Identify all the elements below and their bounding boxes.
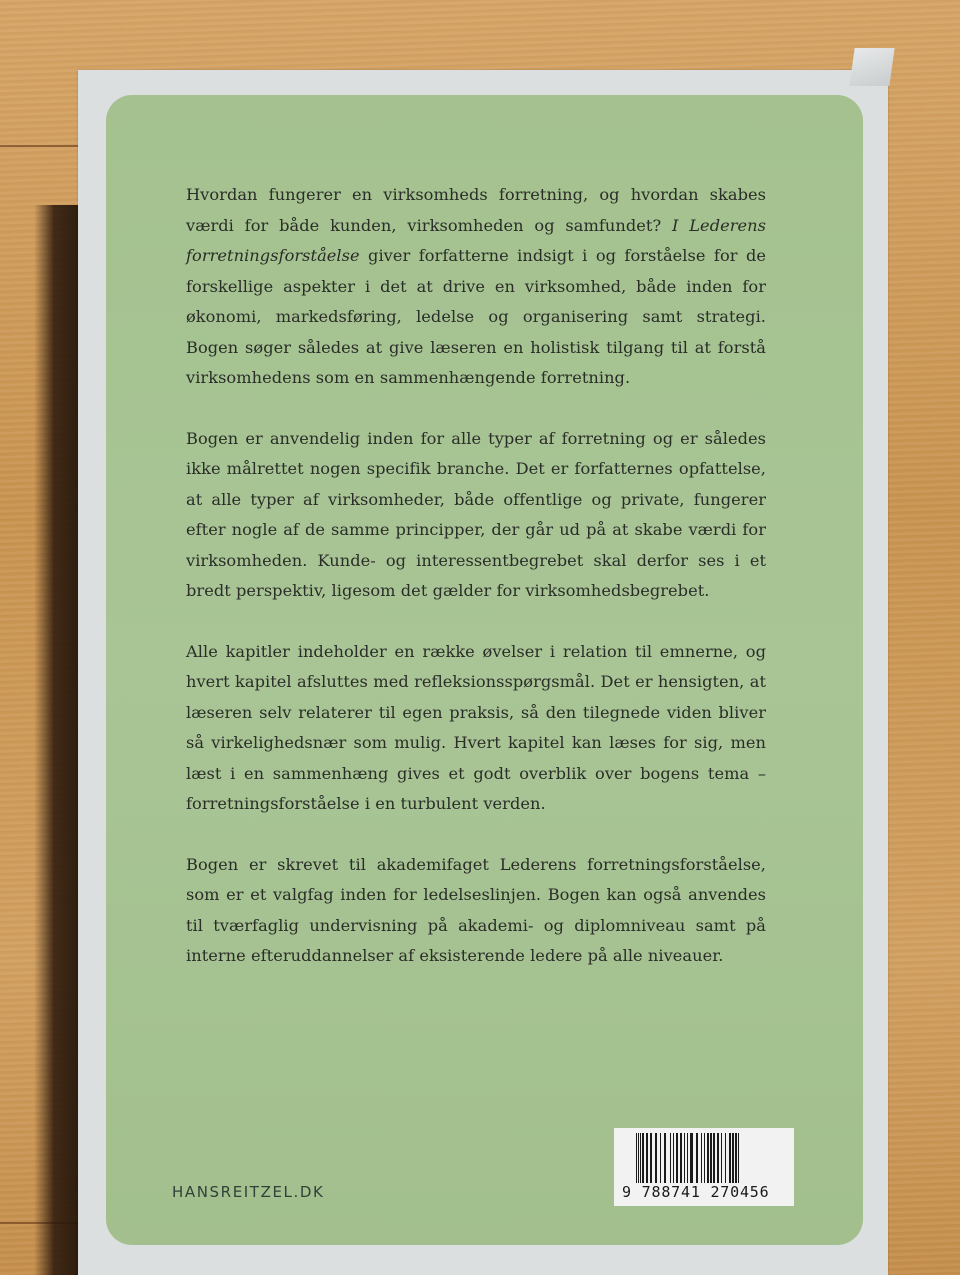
isbn-digits: 9 788741 270456: [622, 1183, 770, 1201]
book-shadow: [34, 205, 84, 1275]
barcode-icon: [636, 1133, 786, 1189]
paragraph-1-text-b: giver forfatterne indsigt i og forståelse for de forskellige aspekter i det at drive en virksomhed, både inden for økonomi, markedsføring, ledelse og organisering samt strategi. Bogen søger således at give læseren en holistisk tilgang til at forstå virksomhedens som en sammenhængende forretning.: [186, 246, 766, 387]
book-back-cover: [78, 70, 888, 1275]
paragraph-2: Bogen er anvendelig inden for alle typer af forretning og er således ikke målrettet nogen specifik branche. Det er forfatternes opfattelse, at alle typer af virksomheder, både offentlige og private, fungerer efter nogle af de samme principper, der går ud på at skabe værdi for virksomheden. Kunde- og interessentbegrebet skal derfor ses i et bredt perspektiv, ligesom det gælder for virksomhedsbegrebet.: [186, 428, 766, 600]
book-title-italic: I Lederens forretningsforståelse: [186, 215, 766, 265]
table-seam: [0, 145, 80, 147]
bent-corner: [849, 48, 894, 86]
paragraph-1-text-a: Hvordan fungerer en virksomheds forretning, og hvordan skabes værdi for både kunden, virksomheden og samfundet?: [186, 185, 766, 235]
publisher-url: HANSREITZEL.DK: [172, 1183, 325, 1201]
paragraph-4: Bogen er skrevet til akademifaget Lederens forretningsforståelse, som er et valgfag inden for ledelseslinjen. Bogen kan også anvendes til tværfaglig undervisning på akademi- og diplomniveau samt på interne efteruddannelser af eksisterende ledere på alle niveauer.: [186, 854, 766, 965]
blurb-text: [186, 180, 766, 1002]
paragraph-3: Alle kapitler indeholder en række øvelser i relation til emnerne, og hvert kapitel afsluttes med refleksionsspørgsmål. Det er hensigten, at læseren selv relaterer til egen praksis, så den tilegnede viden bliver så virkelighedsnær som mulig. Hvert kapitel kan læses for sig, men læst i en sammenhæng gives et godt overblik over bogens tema – forretningsforståelse i en turbulent verden.: [186, 641, 766, 813]
isbn-barcode: [614, 1128, 794, 1206]
paragraph-1: [186, 180, 766, 394]
